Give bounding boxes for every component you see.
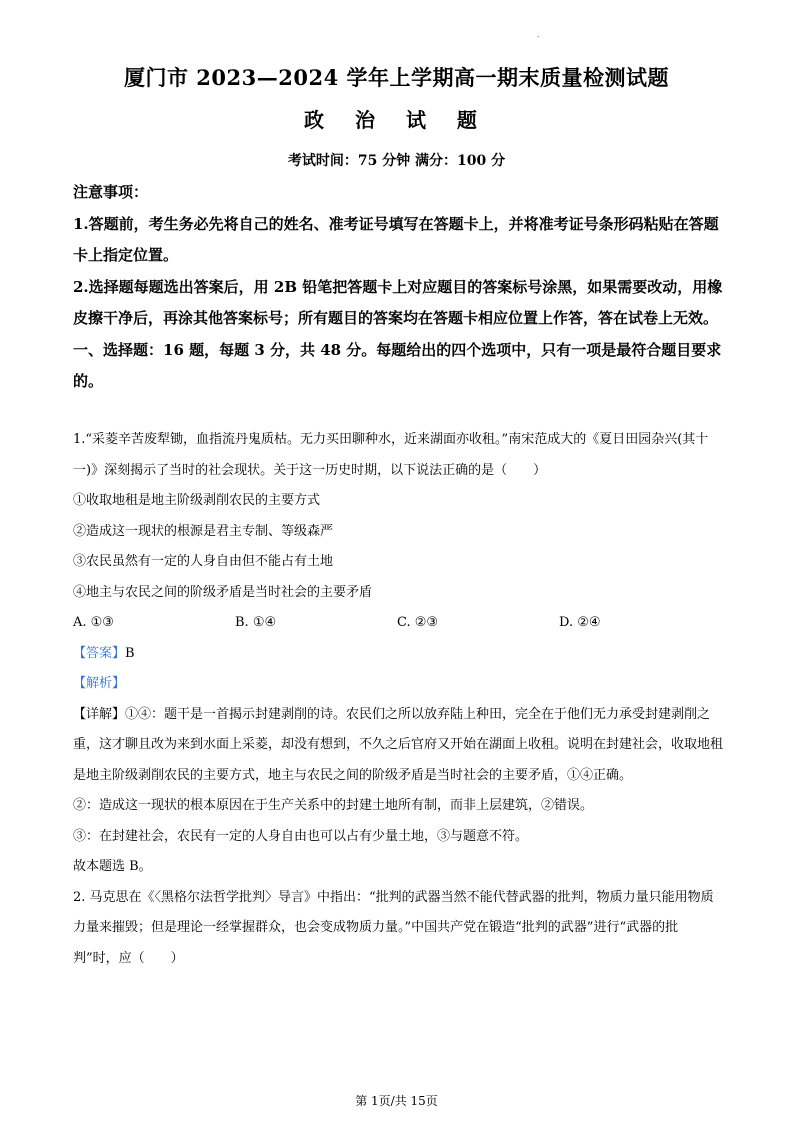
q1-statement-1: ①收取地租是地主阶级剥削农民的主要方式 [73,493,321,508]
exam-title: 厦门市 2023—2024 学年上学期高一期末质量检测试题 [123,65,669,90]
page-footer: 第 1页/共 15页 [355,1094,438,1108]
notes-item-2: 2.选择题每题选出答案后，用 2B 铅笔把答题卡上对应题目的答案标号涂黑，如果需要改动，用橡皮擦干净后，再涂其他答案标号；所有题目的答案均在答题卡相应位置上作答，答在试卷上无效。 [73,277,723,327]
exam-subject: 政 治 试 题 [304,108,489,132]
q1-option-b: B. ①④ [235,615,277,630]
q1-statement-4: ④地主与农民之间的阶级矛盾是当时社会的主要矛盾 [73,584,373,600]
question-body [73,425,723,974]
analysis-tag: 【解析】 [73,676,126,691]
answer-value: B [125,645,135,661]
q1-option-c: C. ②③ [397,615,439,630]
detail-tag: 【详解】 [73,706,126,722]
q2-stem: 2. 马克思在《〈黑格尔法哲学批判〉导言》中指出：“批判的武器当然不能代替武器的批判，物质力量只能用物质力量来摧毁；但是理论一经掌握群众，也会变成物质力量。”中国共产党在锻造“批判的武器”进行“武器的批判”时，应（ ） [73,889,714,966]
exam-meta: 考试时间：75 分钟 满分：100 分 [287,153,506,169]
q1-stem: 1.“采菱辛苦废犁锄，血指流丹鬼质枯。无力买田聊种水，近来湖面亦收租。”南宋范成大的《夏日田园杂兴(其十一)》深刻揭示了当时的社会现状。关于这一历史时期，以下说法正确的是（ ） [73,432,709,478]
header-dot: . [537,30,540,39]
q1-answer [73,639,723,670]
q1-detail-1 [73,700,723,792]
notes-heading: 注意事项： [73,183,149,201]
q1-statement-3: ③农民虽然有一定的人身自由但不能占有土地 [73,554,334,569]
q1-options [73,608,723,639]
answer-tag: 【答案】 [73,645,126,661]
q1-statement-2: ②造成这一现状的根源是君主专制、等级森严 [73,523,334,539]
q1-option-a: A. ①③ [73,615,114,630]
section-heading: 一、选择题：16 题，每题 3 分，共 48 分。每题给出的四个选项中，只有一项是最符合题目要求的。 [73,340,722,390]
q1-analysis [73,669,723,700]
q1-option-d: D. ②④ [559,615,601,630]
notes-item-1: 1.答题前，考生务必先将自己的姓名、准考证号填写在答题卡上，并将准考证号条形码粘贴在答题卡上指定位置。 [73,214,719,264]
detail-text-1: ①④：题干是一首揭示封建剥削的诗。农民们之所以放弃陆上种田，完全在于他们无力承受封建剥削之重，这才聊且改为来到水面上采菱，却没有想到，不久之后官府又开始在湖面上收租。说明在封建社会，收取地租是地主阶级剥削农民的主要方式，地主与农民之间的阶级矛盾是当时社会的主要矛盾，①④正确。 [73,706,724,783]
q1-detail-2: ②：造成这一现状的根本原因在于生产关系中的封建土地所有制，而非上层建筑，②错误。 [73,798,594,813]
q1-conclusion: 故本题选 B。 [73,859,152,874]
notes-section [73,177,723,398]
q1-detail-3: ③：在封建社会，农民有一定的人身自由也可以占有少量土地，③与题意不符。 [73,828,529,844]
